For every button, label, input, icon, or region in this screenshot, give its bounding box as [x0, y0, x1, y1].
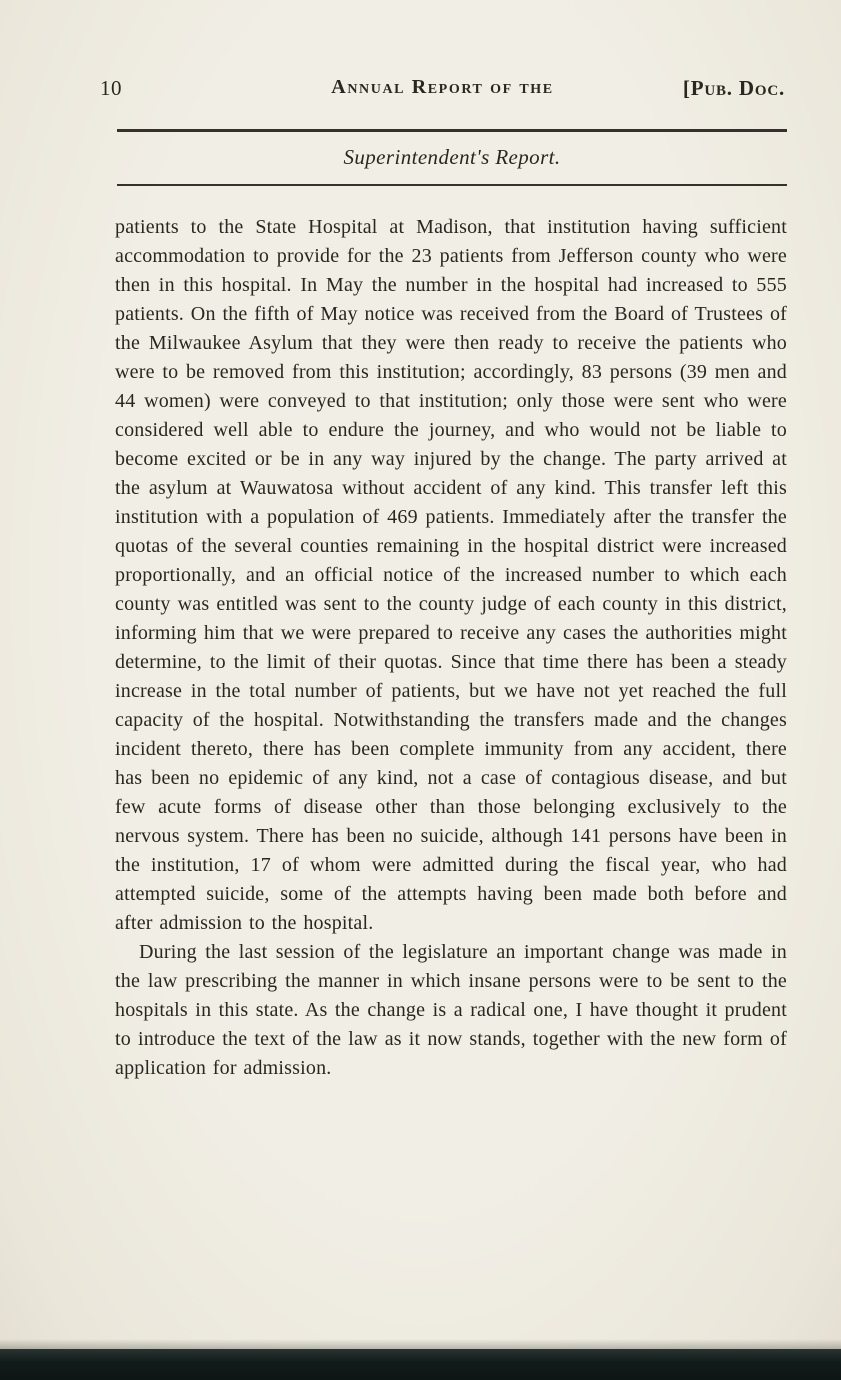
divider-bottom [117, 184, 787, 186]
running-head: Annual Report of the [331, 76, 554, 98]
page-header [100, 76, 785, 102]
scan-edge-fade [0, 1339, 841, 1349]
pub-doc-label: [Pub. Doc. [682, 76, 785, 100]
body-text [115, 213, 787, 1083]
paragraph-legislature: During the last session of the legislature an important change was made in the law prescribing the manner in which insane persons were to be sent to the hospitals in this state. As the change is a radical one, I have thought it prudent to introduce the text of the law as it now stands, together with the new form of application for admission. [115, 941, 787, 1079]
page-number: 10 [100, 76, 122, 100]
divider-top [117, 129, 787, 132]
section-title: Superintendent's Report. [343, 145, 561, 169]
scan-edge-shadow [0, 1349, 841, 1380]
paragraph-continuation: patients to the State Hospital at Madison, that institution having sufficient accommodation to provide for the 23 patients from Jefferson county who were then in this hospital. In May the number in the hospital had increased to 555 patients. On the fifth of May notice was received from the Board of Trustees of the Milwaukee Asylum that they were then ready to receive the patients who were to be removed from this institution; accordingly, 83 persons (39 men and 44 women) were conveyed to that institution; only those were sent who were considered well able to endure the journey, and who would not be liable to become excited or be in any way injured by the change. The party arrived at the asylum at Wauwatosa without accident of any kind. This transfer left this institution with a population of 469 patients. Immediately after the transfer the quotas of the several counties remaining in the hospital district were increased proportionally, and an official notice of the increased number to which each county was entitled was sent to the county judge of each county in this district, informing him that we were prepared to receive any cases the authorities might determine, to the limit of their quotas. Since that time there has been a steady increase in the total number of patients, but we have not yet reached the full capacity of the hospital. Notwithstanding the transfers made and the changes incident thereto, there has been complete immunity from any accident, there has been no epidemic of any kind, not a case of contagious disease, and but few acute forms of disease other than those belonging exclusively to the nervous system. There has been no suicide, although 141 persons have been in the institution, 17 of whom were admitted during the fiscal year, who had attempted suicide, some of the attempts having been made both before and after admission to the hospital. [115, 216, 787, 934]
